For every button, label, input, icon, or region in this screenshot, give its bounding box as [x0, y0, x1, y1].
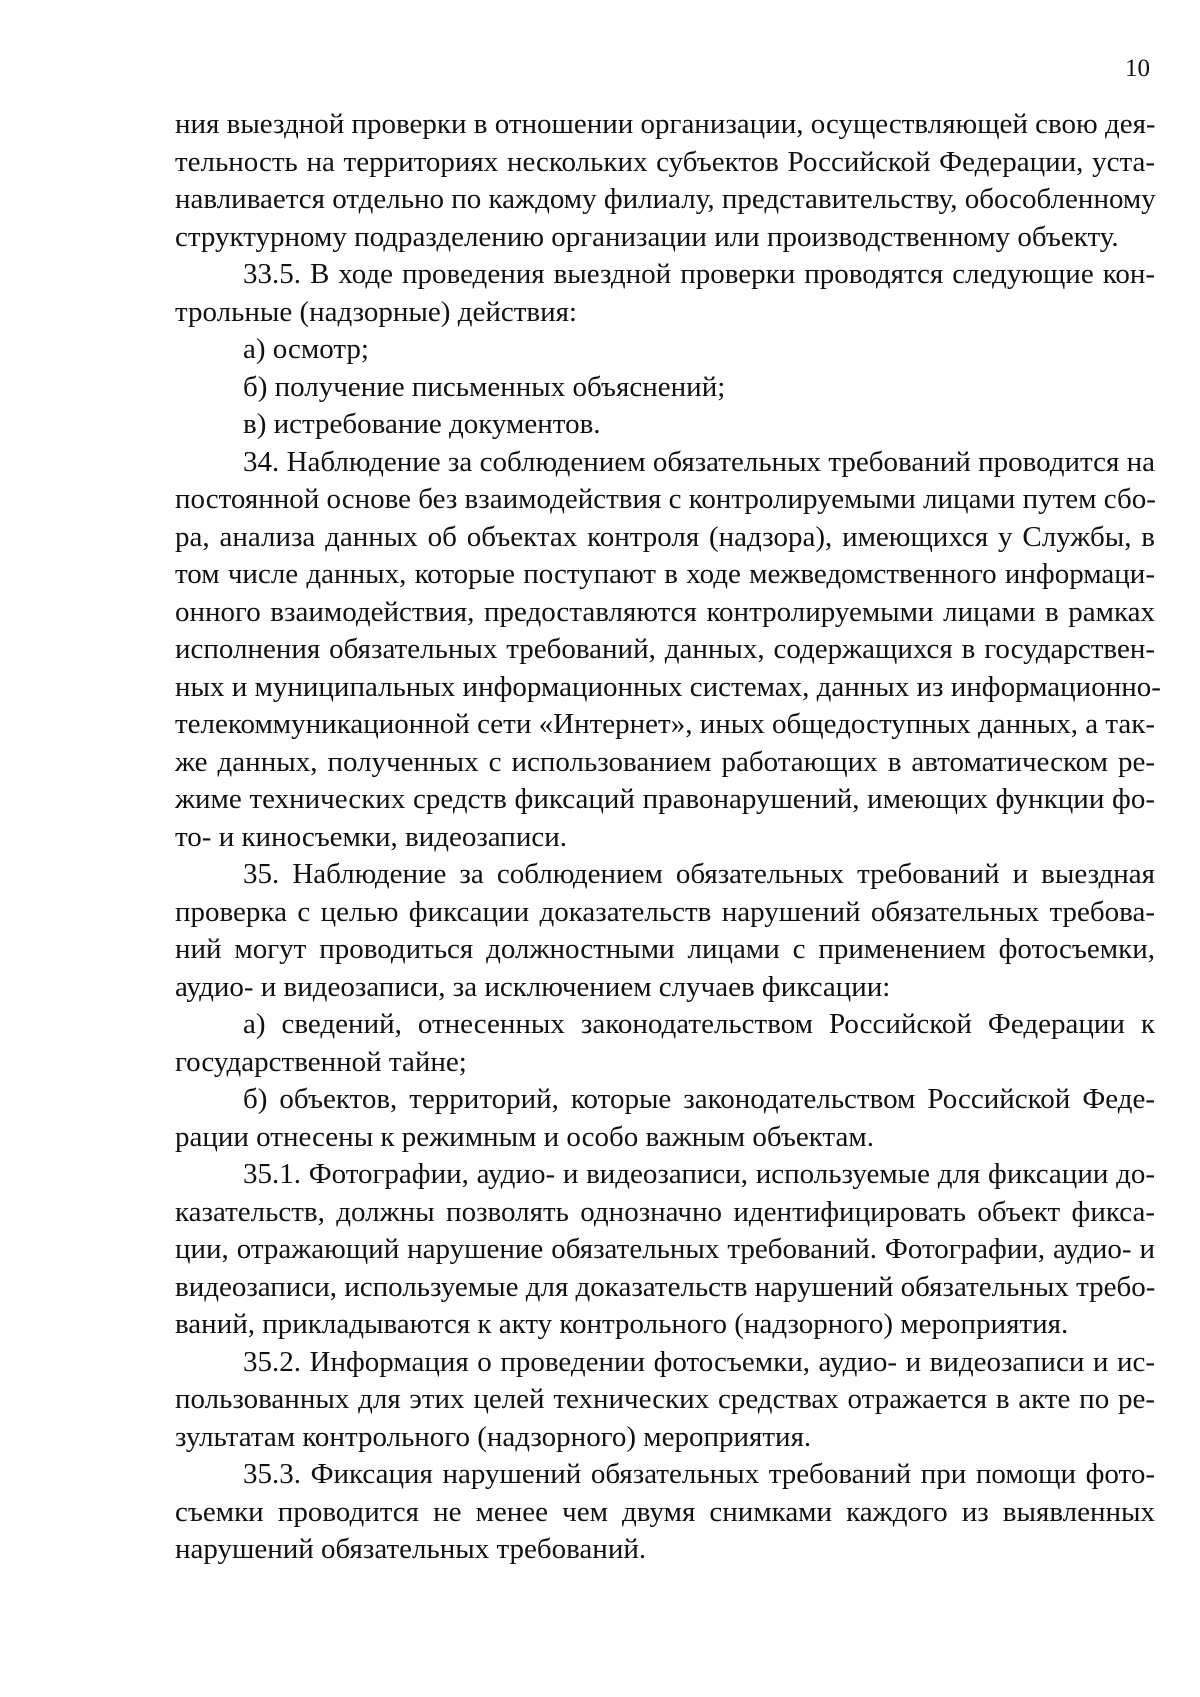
text-line: б) получение письменных объяснений; — [243, 370, 726, 403]
text-line: ции, отражающий нарушение обязательных требований. Фотографии, аудио- и — [175, 1233, 1155, 1265]
text-line: а) сведений, отнесенных законодательством Российской Федерации к — [243, 1008, 1155, 1040]
text-line: а) осмотр; — [243, 333, 369, 365]
text-line: исполнения обязательных требований, данных, содержащихся в государствен- — [175, 633, 1155, 665]
text-line: том числе данных, которые поступают в ходе межведомственного информаци- — [175, 558, 1155, 590]
document-body — [175, 106, 1161, 1569]
text-line: зультатам контрольного (надзорного) мероприятия. — [175, 1420, 812, 1453]
text-line: ний могут проводиться должностными лицами с применением фотосъемки, — [175, 933, 1155, 965]
text-line: навливается отдельно по каждому филиалу, представительству, обособленному — [175, 183, 1156, 215]
text-line: постоянной основе без взаимодействия с контролируемыми лицами путем сбо- — [175, 483, 1156, 515]
text-line: проверка с целью фиксации доказательств нарушений обязательных требова- — [175, 895, 1155, 928]
text-line: пользованных для этих целей технических средствах отражается в акте по ре- — [175, 1383, 1155, 1415]
text-line: структурному подразделению организации или производственному объекту. — [175, 220, 1119, 253]
text-line: б) объектов, территорий, которые законодательством Российской Феде- — [243, 1083, 1155, 1115]
text-line: аудио- и видеозаписи, за исключением случаев фиксации: — [175, 970, 891, 1003]
text-line: ваний, прикладываются к акту контрольного (надзорного) мероприятия. — [175, 1308, 1069, 1340]
text-line: жиме технических средств фиксаций правонарушений, имеющих функции фо- — [175, 783, 1155, 815]
text-line: государственной тайне; — [175, 1045, 467, 1078]
text-line: ных и муниципальных информационных системах, данных из информационно- — [175, 670, 1161, 703]
text-line: в) истребование документов. — [243, 408, 601, 440]
text-line: казательств, должны позволять однозначно идентифицировать объект фикса- — [175, 1195, 1155, 1228]
text-line: 35.3. Фиксация нарушений обязательных требований при помощи фото- — [243, 1458, 1155, 1490]
text-line: ра, анализа данных об объектах контроля (надзора), имеющихся у Службы, в — [175, 520, 1155, 553]
text-line: 35.2. Информация о проведении фотосъемки, аудио- и видеозаписи и ис- — [243, 1345, 1155, 1378]
text-line: нарушений обязательных требований. — [175, 1533, 647, 1565]
text-line: телекоммуникационной сети «Интернет», иных общедоступных данных, а так- — [175, 708, 1155, 740]
text-line: трольные (надзорные) действия: — [175, 295, 577, 328]
text-line: 34. Наблюдение за соблюдением обязательных требований проводится на — [243, 445, 1155, 478]
text-line: ния выездной проверки в отношении организации, осуществляющей свою дея- — [175, 108, 1156, 140]
text-line: же данных, полученных с использованием работающих в автоматическом ре- — [175, 745, 1155, 778]
text-line: тельность на территориях нескольких субъектов Российской Федерации, уста- — [175, 145, 1155, 178]
page-number: 10 — [1125, 55, 1150, 82]
text-line: 35.1. Фотографии, аудио- и видеозаписи, используемые для фиксации до- — [243, 1158, 1155, 1190]
text-line: 33.5. В ходе проведения выездной проверки проводятся следующие кон- — [243, 258, 1155, 290]
text-line: то- и киносъемки, видеозаписи. — [175, 820, 567, 853]
text-line: съемки проводится не менее чем двумя снимками каждого из выявленных — [175, 1495, 1155, 1528]
text-line: онного взаимодействия, предоставляются контролируемыми лицами в рамках — [175, 595, 1155, 628]
text-line: рации отнесены к режимным и особо важным объектам. — [175, 1120, 874, 1153]
text-line: видеозаписи, используемые для доказательств нарушений обязательных требо- — [175, 1270, 1156, 1303]
text-line: 35. Наблюдение за соблюдением обязательных требований и выездная — [243, 858, 1155, 890]
